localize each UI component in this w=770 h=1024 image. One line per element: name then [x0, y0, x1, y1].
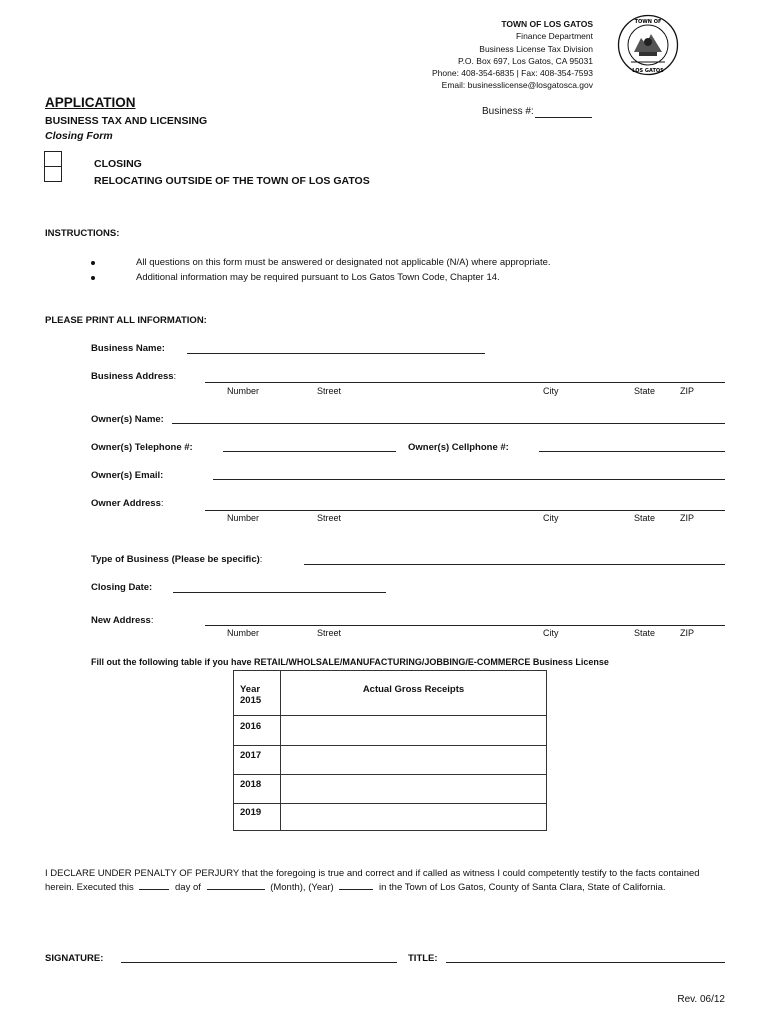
owner-cell-label: Owner(s) Cellphone #: [408, 442, 509, 453]
addr-street-label: Street [317, 513, 342, 523]
closing-date-label: Closing Date: [91, 582, 153, 593]
addr-state-label: State [634, 628, 656, 638]
print-info-heading: PLEASE PRINT ALL INFORMATION: [45, 315, 207, 326]
year-2016-cell: 2016 [234, 716, 281, 746]
gross-receipts-table [233, 670, 547, 831]
addr-state-label: State [634, 513, 656, 523]
executed-year-field[interactable] [339, 889, 373, 890]
year-2018-cell: 2018 [234, 775, 281, 804]
signature-label: SIGNATURE: [45, 953, 104, 964]
owner-address-label: Owner Address: [91, 498, 164, 509]
new-address-field[interactable] [205, 625, 725, 626]
addr-city-label: City [543, 513, 559, 523]
addr-zip-label: ZIP [680, 628, 695, 638]
type-business-label: Type of Business (Please be specific): [91, 554, 263, 565]
declaration-line: I DECLARE UNDER PENALTY OF PERJURY that the foregoing is true and correct and if called as witness I could competently testify to the facts contained [45, 868, 700, 879]
department: Finance Department [515, 31, 593, 42]
addr-street-label: Street [317, 628, 342, 638]
owner-email-label: Owner(s) Email: [91, 470, 164, 481]
option-closing: CLOSING [94, 158, 142, 170]
bullet-icon [91, 261, 95, 265]
addr-number-label: Number [227, 513, 260, 523]
email-contact: Email: businesslicense@losgatosca.gov [441, 80, 593, 91]
addr-street-label: Street [317, 386, 342, 396]
mailing-address: P.O. Box 697, Los Gatos, CA 95031 [458, 55, 593, 66]
owner-phone-label: Owner(s) Telephone #: [91, 442, 193, 453]
business-name-label: Business Name: [91, 343, 165, 354]
svg-text:TOWN OF: TOWN OF [634, 19, 662, 25]
business-number-field[interactable] [535, 117, 592, 118]
form-name: Closing Form [45, 130, 113, 142]
addr-zip-label: ZIP [680, 386, 695, 396]
instructions-heading: INSTRUCTIONS: [45, 228, 120, 239]
title-field[interactable] [446, 962, 725, 963]
year-header: Year [240, 684, 261, 695]
year-value: 2015 [240, 695, 262, 706]
addr-number-label: Number [227, 628, 260, 638]
town-name: TOWN OF LOS GATOS [501, 19, 593, 29]
owner-address-field[interactable] [205, 510, 725, 511]
owner-cell-field[interactable] [539, 451, 725, 452]
owner-email-field[interactable] [213, 479, 725, 480]
receipts-2018-cell[interactable] [281, 775, 547, 804]
year-2019-cell: 2019 [234, 804, 281, 831]
addr-zip-label: ZIP [680, 513, 695, 523]
relocating-checkbox[interactable] [44, 166, 62, 182]
addr-state-label: State [634, 386, 656, 396]
title-label: TITLE: [408, 953, 438, 964]
instruction-item: All questions on this form must be answered or designated not applicable (N/A) where appropriate. [136, 257, 551, 268]
business-address-field[interactable] [205, 382, 725, 383]
division: Business License Tax Division [479, 43, 593, 54]
receipts-2019-cell[interactable] [281, 804, 547, 831]
executed-day-field[interactable] [139, 889, 169, 890]
owner-phone-field[interactable] [223, 451, 396, 452]
type-business-field[interactable] [304, 564, 725, 565]
owner-name-field[interactable] [172, 423, 725, 424]
option-relocating: RELOCATING OUTSIDE OF THE TOWN OF LOS GATOS [94, 175, 370, 187]
new-address-label: New Address: [91, 615, 154, 626]
receipts-2017-cell[interactable] [281, 746, 547, 775]
business-number-label: Business #: [482, 106, 534, 117]
receipts-header: Actual Gross Receipts [362, 684, 465, 695]
svg-text:LOS GATOS: LOS GATOS [632, 68, 664, 74]
receipts-2015-cell[interactable] [281, 671, 547, 716]
year-2017-cell: 2017 [234, 746, 281, 775]
form-subtitle: BUSINESS TAX AND LICENSING [45, 115, 208, 127]
application-title: APPLICATION [45, 95, 136, 110]
business-name-field[interactable] [187, 353, 485, 354]
closing-checkbox[interactable] [44, 151, 62, 167]
closing-date-field[interactable] [173, 592, 386, 593]
bullet-icon [91, 276, 95, 280]
town-seal-logo [617, 14, 679, 76]
letterhead [432, 18, 593, 92]
receipts-2016-cell[interactable] [281, 716, 547, 746]
owner-name-label: Owner(s) Name: [91, 414, 164, 425]
phone-fax: Phone: 408-354-6835 | Fax: 408-354-7593 [432, 68, 593, 79]
business-address-label: Business Address: [91, 371, 177, 382]
year-2015-cell [234, 671, 281, 716]
signature-field[interactable] [121, 962, 397, 963]
executed-month-field[interactable] [207, 889, 265, 890]
addr-city-label: City [543, 386, 559, 396]
instruction-item: Additional information may be required pursuant to Los Gatos Town Code, Chapter 14. [136, 272, 500, 283]
revision-number: Rev. 06/12 [677, 994, 725, 1005]
declaration-executed: herein. Executed this day of (Month), (Year) in the Town of Los Gatos, County of Santa Clara, State of California. [45, 882, 666, 893]
addr-number-label: Number [227, 386, 260, 396]
addr-city-label: City [543, 628, 559, 638]
table-intro: Fill out the following table if you have RETAIL/WHOLSALE/MANUFACTURING/JOBBING/E-COMMERCE Business License [91, 657, 609, 667]
